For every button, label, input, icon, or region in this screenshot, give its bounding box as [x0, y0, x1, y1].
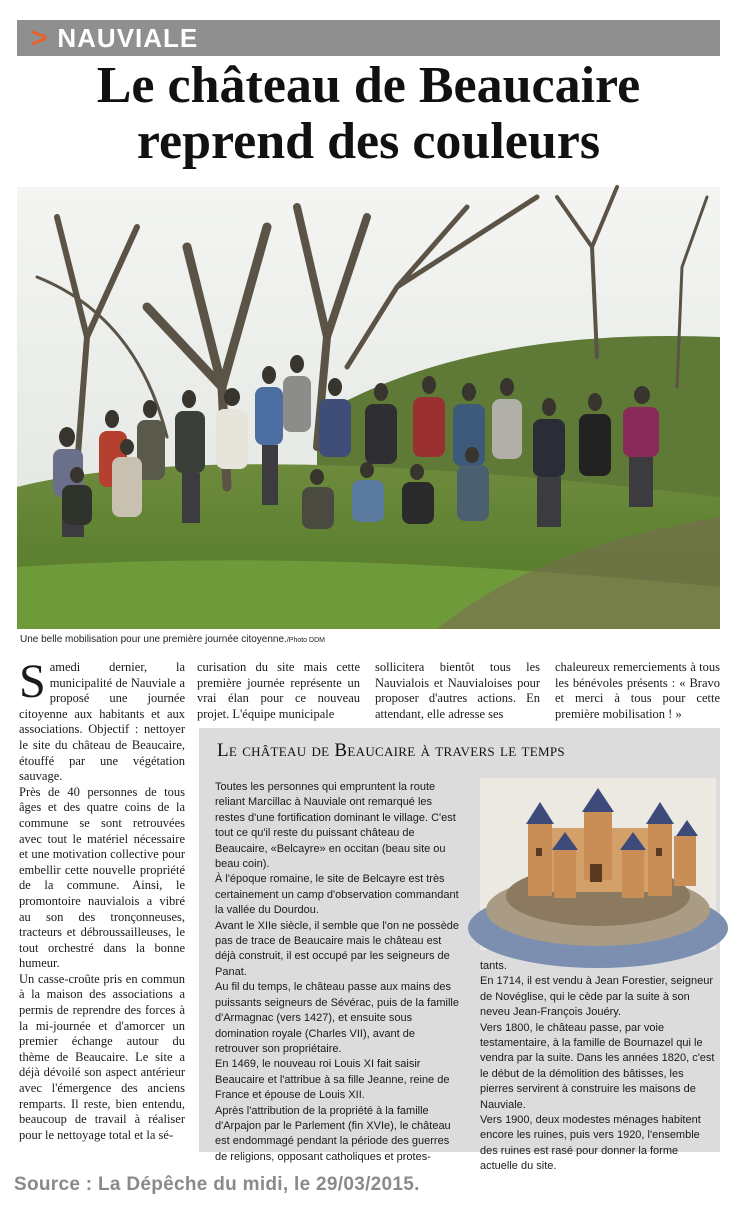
headline-line-1: Le château de Beaucaire — [96, 57, 641, 114]
sidebar-paragraph: Toutes les personnes qui empruntent la route reliant Marcillac à Nauviale ont remarqué les restes d'une fortification dominant le village. C'est tout ce qu'il reste du puissant château de Beaucaire, «Belcayre» en occitan (beau site ou beau coin). — [215, 781, 456, 871]
sidebar-column-left — [215, 780, 460, 1163]
article-paragraph-2: Près de 40 personnes de tous âges et des quatre coins de la commune se sont retrouvées avec tout le matériel nécessaire et une motivation collective pour embellir cette nouvelle propriété de la commune. Ainsi, le promontoire nauvialois a vibré au son des tronçonneuses, tracteurs et débroussailleuses, le tout orchestré dans la bonne humeur. — [19, 784, 185, 971]
sidebar-paragraph: Vers 1900, deux modestes ménages habitent encore les ruines, puis vers 1920, l'ensemble des ruines est rasé pour donner la forme actuelle du site. — [480, 1114, 701, 1173]
group-photo — [17, 187, 720, 629]
article-headline — [17, 58, 720, 170]
source-line: Source : La Dépêche du midi, le 29/03/2015. — [14, 1174, 420, 1195]
article-column-2-text: curisation du site mais cette première journée représente un vrai élan pour ce nouveau projet. L'équipe municipale — [197, 660, 360, 721]
section-header — [17, 20, 720, 56]
sidebar-title: Le château de Beaucaire à travers le temps — [217, 740, 565, 761]
headline-line-2: reprend des couleurs — [136, 113, 601, 170]
sidebar-paragraph: Au fil du temps, le château passe aux mains des puissants seigneurs de Sévérac, puis de la famille d'Armagnac (vers 1427), et ensuite sous domination royale (Charles VII), avant de retrouver son propriétaire. — [215, 981, 459, 1055]
sidebar-paragraph: En 1469, le nouveau roi Louis XI fait saisir Beaucaire et l'attribue à sa fille Jeanne, reine de France et épouse de Louis XII. — [215, 1058, 450, 1102]
article-column-2 — [197, 660, 360, 722]
article-column-3 — [375, 660, 540, 722]
caption-text: Une belle mobilisation pour une première journée citoyenne. — [20, 634, 287, 645]
sidebar-paragraph: En 1714, il est vendu à Jean Forestier, seigneur de Novéglise, qui le cède par la suite à son neveu Jean-François Jouéry. — [480, 975, 713, 1019]
article-paragraph-1: amedi dernier, la municipalité de Nauviale a proposé une journée citoyenne aux habitants et aux associations. Objectif : nettoyer le site du château de Beaucaire, étouffé par une végétation sauvage. — [19, 660, 185, 784]
section-name: NAUVIALE — [57, 22, 199, 53]
history-sidebar — [199, 728, 720, 1173]
drop-cap: S — [19, 655, 46, 708]
photo-credit: /Photo DDM — [286, 637, 325, 644]
article-paragraph-3: Un casse-croûte pris en commun à la maison des associations a permis de reprendre des forces à la mi-journée et d'amorcer un premier échange autour du thème de Beaucaire. Le site a déjà dévoilé son aspect antérieur avec l'émergence des anciens remparts. Il reste, bien entendu, beaucoup de travail à réaliser pour le nettoyage total et la sé- — [19, 971, 185, 1142]
photo-caption — [20, 634, 325, 645]
article-column-4-text: chaleureux remerciements à tous les bénévoles présents : « Bravo et merci à tous pour cette première mobilisation ! » — [555, 660, 720, 721]
sidebar-column-right — [480, 959, 716, 1175]
article-column-3-text: sollicitera bientôt tous les Nauvialois et Nauvialoises pour proposer d'autres actions. En attendant, elle adresse ses — [375, 660, 540, 721]
sidebar-paragraph: tants. — [480, 960, 507, 972]
article-column-1 — [19, 655, 185, 1150]
article-column-4 — [555, 660, 720, 722]
sidebar-paragraph: Vers 1800, le château passe, par voie testamentaire, à la famille de Bournazel qui le vendra par la suite. Dans les années 1820, c'est le début de la démolition des bâtisses, les pierres servirent à construire les maisons de Nauviale. — [480, 1021, 715, 1111]
chevron-icon: > — [31, 22, 48, 53]
sidebar-paragraph: Après l'attribution de la propriété à la famille d'Arpajon par le Parlement (fin XVIe), le château est endommagé pendant la période des guerres de religions, opposant catholiques et protes- — [215, 1104, 451, 1163]
sidebar-paragraph: À l'époque romaine, le site de Belcayre est très certainement un camp d'observation commandant la vallée du Dourdou. — [215, 873, 459, 917]
sidebar-paragraph: Avant le XIIe siècle, il semble que l'on ne possède pas de trace de Beaucaire mais le château est déjà construit, il est occupé par les seigneurs de Panat. — [215, 919, 460, 978]
castle-model-image — [480, 778, 716, 950]
